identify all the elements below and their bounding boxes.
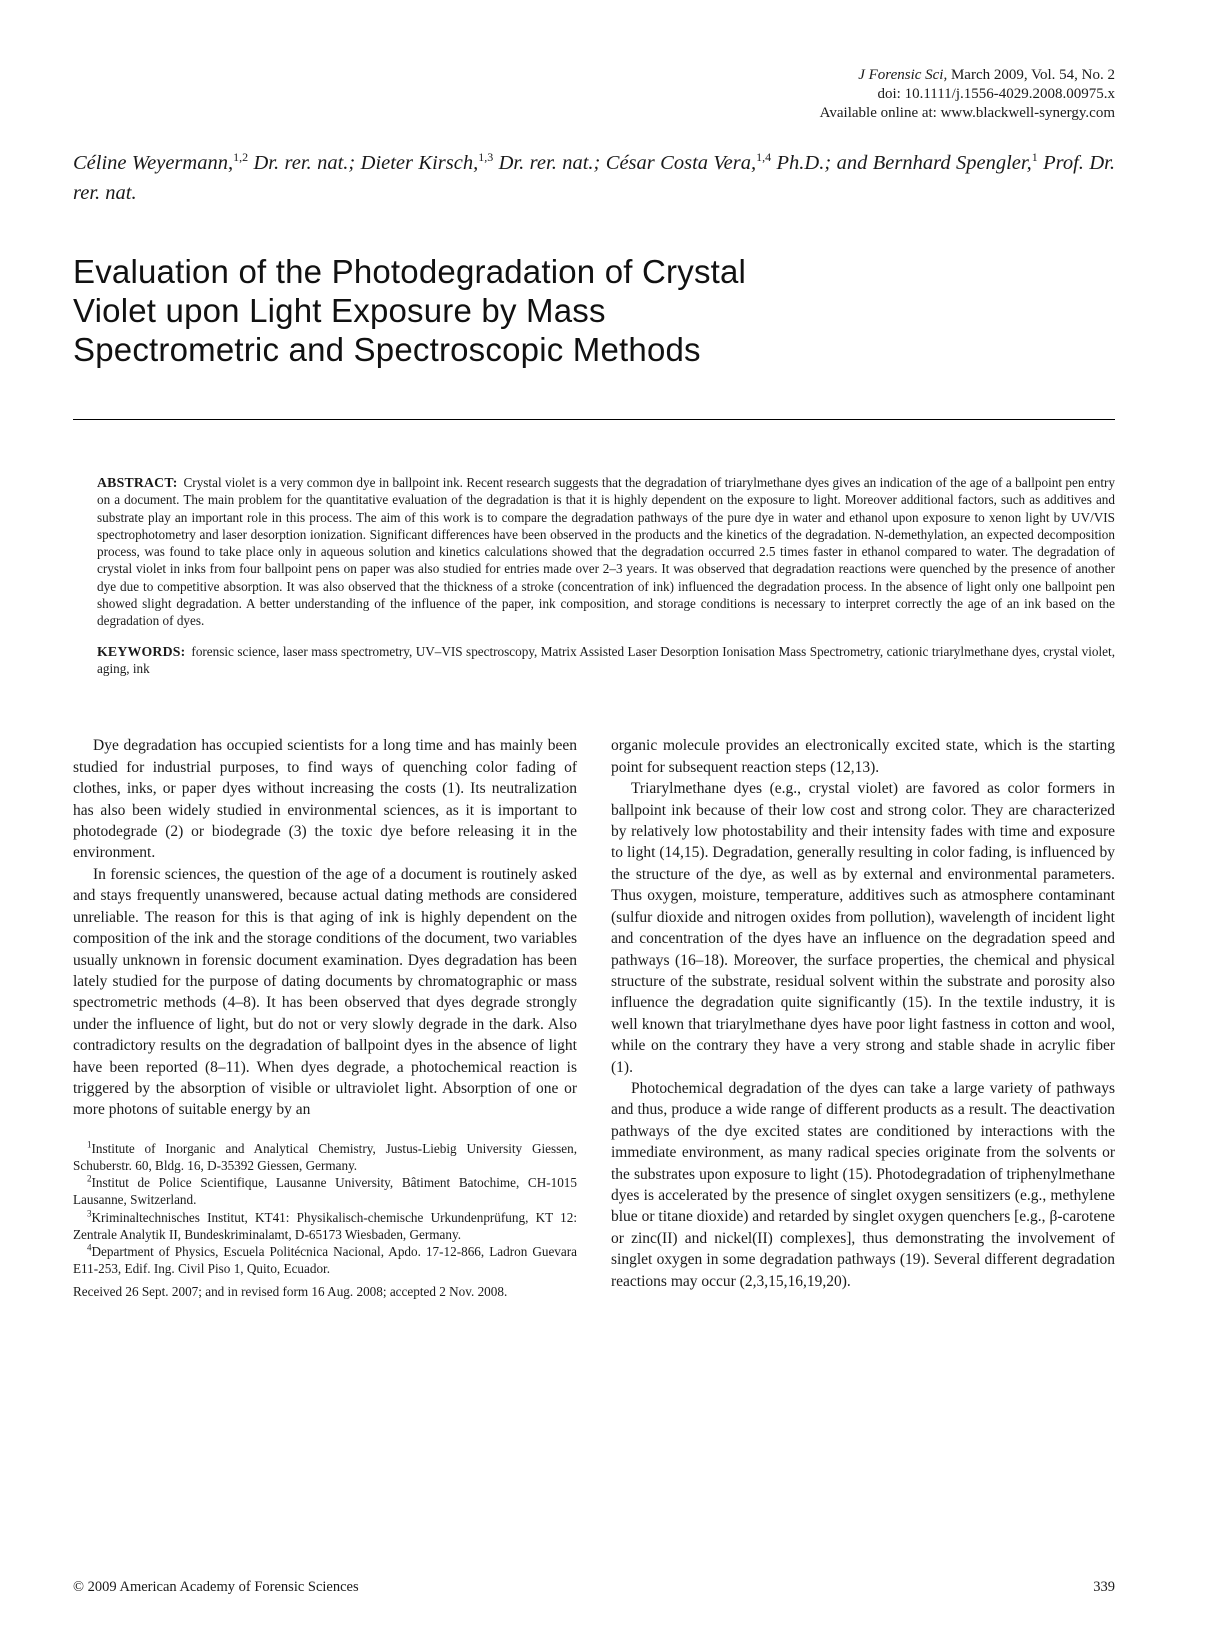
body-columns — [73, 735, 1115, 1300]
journal-citation-line — [73, 66, 1115, 85]
abstract-label: ABSTRACT: — [97, 475, 178, 490]
author-name: Bernhard Spengler, — [872, 152, 1032, 174]
body-paragraph: Dye degradation has occupied scientists for a long time and has mainly been studied for industrial purposes, to find ways of quenching color fading of clothes, inks, or paper dyes without increasing the costs (1). Its neutralization has also been widely studied in environmental sciences, as it is important to photodegrade (2) or biodegrade (3) the toxic dye before releasing it in the environment. — [73, 737, 577, 862]
author-footnote-ref: 1,4 — [756, 150, 772, 165]
footnote-ref: 3 — [87, 1208, 92, 1219]
title-line: Spectrometric and Spectroscopic Methods — [73, 331, 701, 368]
page-footer — [73, 1579, 1115, 1596]
footnote-text: Kriminaltechnisches Institut, KT41: Physikalisch-chemische Urkundenprüfung, KT 12: Zentrale Analytik II, Bundeskriminalamt, D-65173 Wiesbaden, Germany. — [73, 1209, 577, 1242]
received-note: Received 26 Sept. 2007; and in revised form 16 Aug. 2008; accepted 2 Nov. 2008. — [73, 1284, 508, 1300]
author-degree: Prof. Dr. rer. nat. — [73, 152, 1115, 204]
footnote-ref: 2 — [87, 1173, 92, 1184]
body-paragraph: Photochemical degradation of the dyes can take a large variety of pathways and thus, produce a wide range of different products as a result. The deactivation pathways of the dye excited states are conditioned by interactions with the immediate environment, as many radical species originate from the solvents or the substrates upon exposure to light (15). Photodegradation of triphenylmethane dyes is accelerated by the presence of singlet oxygen sensitizers (e.g., methylene blue or titane dioxide) and retarded by singlet oxygen quenchers [e.g., β-carotene or zinc(II) and nickel(II) complexes], thus demonstrating the involvement of singlet oxygen in some degradation pathways (19). Several different degradation reactions may occur (2,3,15,16,19,20). — [611, 1079, 1115, 1290]
footnote-text: Department of Physics, Escuela Politécnica Nacional, Apdo. 17-12-866, Ladron Guevara E11-253, Edif. Ing. Civil Piso 1, Quito, Ecuador. — [73, 1243, 577, 1277]
author-name: Dieter Kirsch, — [360, 152, 479, 174]
journal-header — [73, 66, 1115, 123]
article-title — [73, 252, 1115, 369]
author-footnote-ref: 1 — [1031, 150, 1038, 165]
journal-issue-info: March 2009, Vol. 54, No. 2 — [947, 67, 1115, 83]
footnote — [73, 1174, 577, 1208]
keywords-section — [97, 643, 1115, 678]
doi-line: doi: 10.1111/j.1556-4029.2008.00975.x — [877, 86, 1115, 102]
abstract-text: Crystal violet is a very common dye in ballpoint ink. Recent research suggests that the degradation of triarylmethane dyes gives an indication of the age of a ballpoint pen entry on a document. The main problem for the quantitative evaluation of the degradation is that it is highly dependent on the exposure to light. Moreover additional factors, such as additives and substrate play an important role in this process. The aim of this work is to compare the degradation pathways of the pure dye in water and ethanol upon exposure to xenon light by UV/VIS spectrophotometry and laser desorption ionization. Significant differences have been observed in the products and the kinetics of the degradation. N-demethylation, an expected decomposition process, was found to take place only in aqueous solution and kinetics calculations showed that the degradation occurred 2.5 times faster in ethanol compared to water. The degradation of crystal violet in inks from four ballpoint pens on paper was also studied for entries made over 2–3 years. It was observed that degradation reactions were quenched by the presence of another dye due to competitive absorption. It was also observed that the thickness of a stroke (concentration of ink) influenced the degradation process. In the absence of light only one ballpoint pen showed slight degradation. A better understanding of the influence of the paper, ink composition, and storage conditions is necessary to interpret correctly the age of an ink based on the degradation of dyes. — [97, 475, 1115, 629]
body-paragraph: organic molecule provides an electronically excited state, which is the starting point for subsequent reaction steps (12,13). — [611, 737, 1115, 776]
body-paragraph: In forensic sciences, the question of the age of a document is routinely asked and stays frequently unanswered, because actual dating methods are considered unreliable. The reason for this is that aging of ink is highly dependent on the composition of the ink and the storage conditions of the document, two variables usually unknown in forensic document examination. Dyes degradation has been lately studied for the purpose of dating documents by chromatographic or mass spectrometric methods (4–8). It has been observed that dyes degrade strongly under the influence of light, but do not or very slowly degrade in the dark. Also contradictory results on the degradation of ballpoint dyes in the absence of light have been reported (8–11). When dyes degrade, a photochemical reaction is triggered by the absorption of visible or ultraviolet light. Absorption of one or more photons of suitable energy by an — [73, 865, 577, 1119]
keywords-text: forensic science, laser mass spectrometry, UV–VIS spectroscopy, Matrix Assisted Laser Desorption Ionisation Mass Spectrometry, cationic triarylmethane dyes, crystal violet, aging, ink — [97, 643, 1115, 677]
author-degree: Ph.D.; and — [771, 152, 873, 174]
left-column — [73, 735, 577, 1300]
keywords-label: KEYWORDS: — [97, 643, 186, 659]
author-name: César Costa Vera, — [605, 152, 757, 174]
author-footnote-ref: 1,3 — [478, 150, 494, 165]
footnote — [73, 1243, 577, 1277]
copyright-notice: © 2009 American Academy of Forensic Sciences — [73, 1579, 359, 1595]
journal-name: J Forensic Sci, — [858, 67, 948, 83]
footnote — [73, 1140, 577, 1174]
footnote-ref: 4 — [87, 1242, 92, 1253]
author-footnote-ref: 1,2 — [233, 150, 249, 165]
footnote-text: Institut de Police Scientifique, Lausanne University, Bâtiment Batochime, CH-1015 Lausanne, Switzerland. — [73, 1175, 577, 1208]
footnote-text: Institute of Inorganic and Analytical Chemistry, Justus-Liebig University Giessen, Schuberstr. 60, Bldg. 16, D-35392 Giessen, Germany. — [73, 1140, 577, 1173]
body-paragraph: Triarylmethane dyes (e.g., crystal violet) are favored as color formers in ballpoint ink because of their low cost and strong color. They are characterized by relatively low photostability and their intensity fades with time and exposure to light (14,15). Degradation, generally resulting in color fading, is influenced by the structure of the dye, as well as by external and environmental parameters. Thus oxygen, moisture, temperature, additives such as atmosphere contaminant (sulfur dioxide and nitrogen oxides from pollution), wavelength of incident light and concentration of the dyes have an influence on the degradation speed and pathways (16–18). Moreover, the surface properties, the chemical and physical structure of the substrate, residual solvent within the substrate and porosity also influence the degradation quite significantly (15). In the textile industry, it is well known that triarylmethane dyes have poor light fastness in cotton and wool, while on the contrary they have a very strong and stable shade in acrylic fiber (1). — [611, 780, 1115, 1076]
footnote — [73, 1209, 577, 1243]
page-number: 339 — [1093, 1579, 1115, 1595]
title-line: Violet upon Light Exposure by Mass — [73, 292, 606, 329]
footnotes-section — [73, 1140, 577, 1301]
title-line: Evaluation of the Photodegradation of Crystal — [73, 253, 747, 290]
availability-line: Available online at: www.blackwell-synergy.com — [819, 105, 1115, 121]
right-column — [611, 735, 1115, 1300]
author-degree: Dr. rer. nat.; — [493, 152, 606, 174]
divider-rule — [73, 419, 1115, 420]
author-degree: Dr. rer. nat.; — [248, 152, 361, 174]
authors-line — [73, 148, 1115, 208]
footnote-ref: 1 — [87, 1139, 92, 1150]
author-name: Céline Weyermann, — [73, 152, 234, 174]
abstract-section — [97, 474, 1115, 630]
